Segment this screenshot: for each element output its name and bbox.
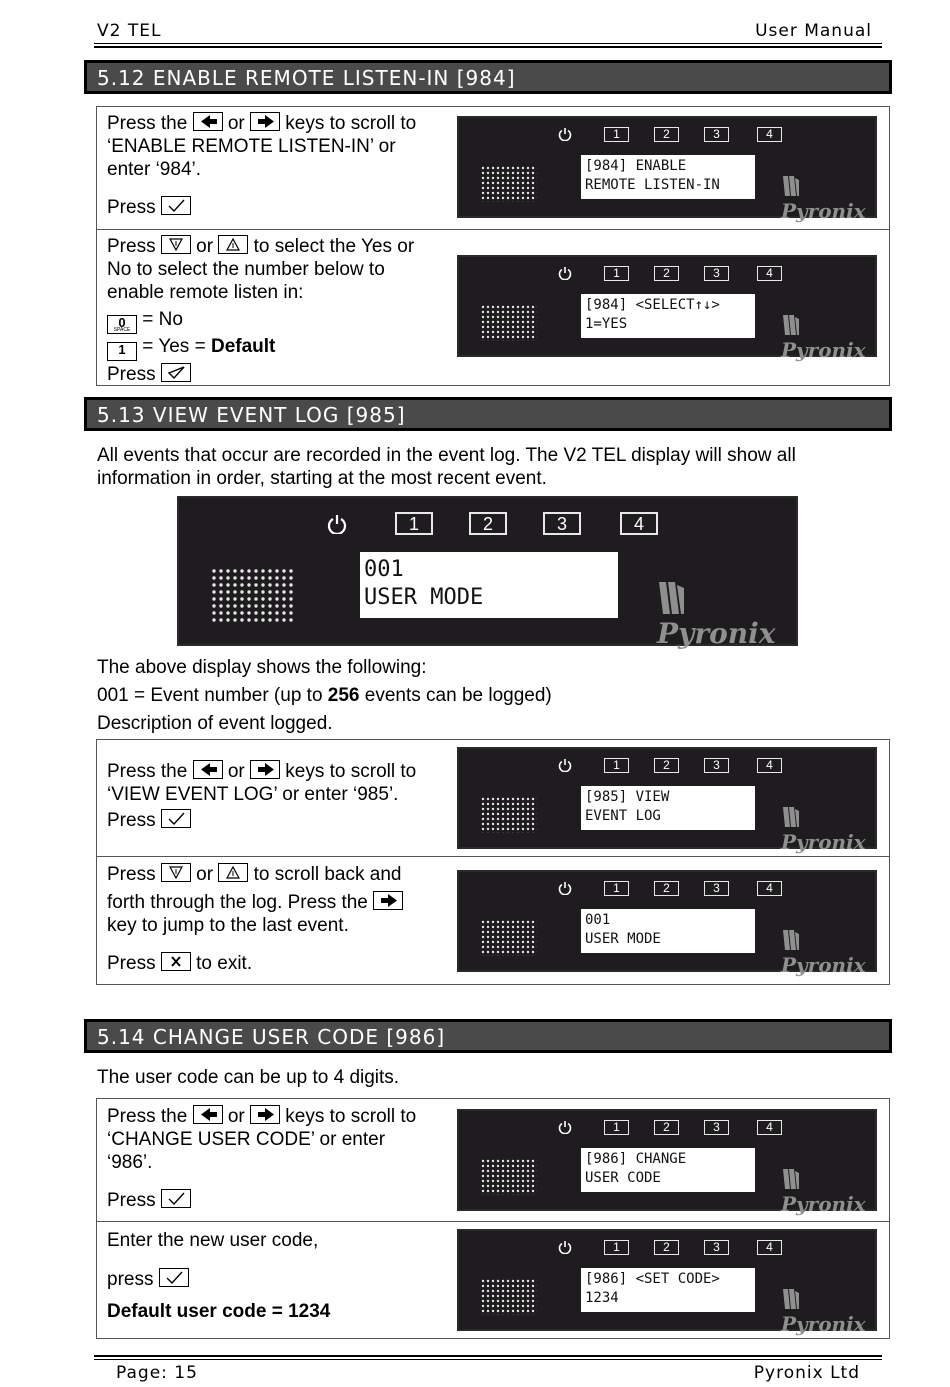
row-divider (97, 856, 889, 857)
power-icon (558, 1120, 572, 1134)
zone-2-indicator: 2 (654, 266, 679, 281)
pyronix-logo: Pyronix (657, 580, 796, 650)
down-arrow-key-icon (161, 235, 191, 254)
left-arrow-key-icon (193, 112, 223, 131)
pyronix-emblem-icon (781, 805, 801, 829)
description-text: 001 = Event number (up to 256 events can be logged) (97, 685, 552, 706)
zone-4-indicator: 4 (757, 1240, 782, 1255)
cancel-key-icon (161, 952, 191, 971)
instruction-line: key to jump to the last event. (107, 915, 349, 936)
speaker-grille-icon (211, 568, 295, 624)
left-arrow-key-icon (193, 760, 223, 779)
footer-rule-bottom (94, 1359, 882, 1360)
zone-3-indicator: 3 (704, 127, 729, 142)
description-text: The above display shows the following: (97, 657, 427, 678)
zone-2-indicator: 2 (469, 512, 507, 535)
instruction-line: Press the or keys to scroll to (107, 761, 417, 782)
tick-key-icon (161, 1189, 191, 1208)
header-title: V2 TEL (97, 21, 162, 41)
lcd-line-2: 1234 (585, 1290, 619, 1306)
lcd-line-2: USER CODE (585, 1170, 661, 1186)
press-instruction: Press to exit. (107, 953, 253, 974)
lcd-line-2: REMOTE LISTEN-IN (585, 177, 720, 193)
lcd-line-1: 001 (364, 557, 404, 582)
pyronix-logo: Pyronix (781, 1287, 875, 1336)
instruction-line: ‘ENABLE REMOTE LISTEN-IN’ or (107, 136, 396, 157)
zone-1-indicator: 1 (604, 1120, 629, 1135)
keypad-display-panel (457, 1109, 877, 1216)
pyronix-logo: Pyronix (781, 313, 875, 362)
keypad-display-panel (457, 116, 877, 223)
intro-text: All events that occur are recorded in the event log. The V2 TEL display will show all (97, 445, 796, 466)
keypad-display-panel (457, 870, 877, 977)
instruction-line: forth through the log. Press the (107, 891, 403, 914)
tick-key-icon (161, 809, 191, 828)
zone-3-indicator: 3 (704, 1120, 729, 1135)
power-icon (558, 1240, 572, 1254)
pyronix-logo: Pyronix (781, 174, 875, 223)
instruction-line: ‘VIEW EVENT LOG’ or enter ‘985’. (107, 784, 399, 805)
lcd-line-2: USER MODE (364, 585, 484, 610)
up-arrow-key-icon (218, 235, 248, 254)
zone-1-indicator: 1 (604, 266, 629, 281)
zone-4-indicator: 4 (757, 266, 782, 281)
lcd-screen (581, 155, 755, 199)
speaker-grille-icon (481, 305, 537, 341)
instruction-line: Press the or keys to scroll to (107, 1106, 417, 1127)
section-heading-5-12: 5.12 ENABLE REMOTE LISTEN-IN [984] (84, 60, 892, 94)
row-divider (97, 229, 889, 230)
option-no: 0 SPACE = No (107, 308, 183, 334)
lcd-screen (581, 909, 755, 953)
tick-key-icon (161, 196, 191, 215)
zone-1-indicator: 1 (395, 512, 433, 535)
zone-4-indicator: 4 (757, 881, 782, 896)
pyronix-emblem-icon (781, 928, 801, 952)
lcd-line-2: EVENT LOG (585, 808, 661, 824)
zone-4-indicator: 4 (757, 758, 782, 773)
lcd-line-1: [985] VIEW (585, 789, 670, 805)
intro-text: The user code can be up to 4 digits. (97, 1067, 400, 1088)
instruction-line: Press or to select the Yes or (107, 236, 415, 257)
lcd-line-1: [986] CHANGE (585, 1151, 687, 1167)
pyronix-logo: Pyronix (781, 805, 875, 854)
zone-4-indicator: 4 (757, 1120, 782, 1135)
header-rule-bottom (94, 46, 882, 48)
pyronix-emblem-icon (781, 1287, 801, 1311)
down-arrow-key-icon (161, 863, 191, 882)
lcd-screen (581, 786, 755, 830)
zone-4-indicator: 4 (757, 127, 782, 142)
keypad-display-panel (457, 747, 877, 854)
zone-3-indicator: 3 (704, 266, 729, 281)
lcd-screen (360, 552, 618, 618)
press-instruction: Press (107, 363, 191, 386)
section-heading-5-14: 5.14 CHANGE USER CODE [986] (84, 1019, 892, 1053)
default-code-note: Default user code = 1234 (107, 1301, 331, 1322)
keypad-display-panel-large (177, 496, 798, 650)
pyronix-emblem-icon (657, 580, 687, 616)
lcd-line-1: [986] <SET CODE> (585, 1271, 720, 1287)
header-manual-label: User Manual (755, 21, 872, 41)
right-arrow-key-icon (250, 112, 280, 131)
speaker-grille-icon (481, 920, 537, 956)
lcd-line-2: USER MODE (585, 931, 661, 947)
pyronix-emblem-icon (781, 174, 801, 198)
speaker-grille-icon (481, 166, 537, 202)
option-yes: 1 = Yes = Default (107, 335, 275, 361)
power-icon (558, 881, 572, 895)
lcd-line-2: 1=YES (585, 316, 628, 332)
zone-3-indicator: 3 (704, 1240, 729, 1255)
intro-text: information in order, starting at the most recent event. (97, 468, 547, 489)
press-instruction: press (107, 1268, 189, 1291)
page-number: Page: 15 (116, 1363, 198, 1383)
description-text: Description of event logged. (97, 713, 333, 734)
zone-3-indicator: 3 (704, 881, 729, 896)
section-heading-5-13: 5.13 VIEW EVENT LOG [985] (84, 397, 892, 431)
lcd-screen (581, 1268, 755, 1312)
instruction-line: enter ‘984’. (107, 159, 202, 180)
instruction-line: ‘CHANGE USER CODE’ or enter (107, 1129, 386, 1150)
instruction-line: No to select the number below to (107, 259, 385, 280)
lcd-line-1: [984] <SELECT↑↓> (585, 297, 720, 313)
zone-4-indicator: 4 (620, 512, 658, 535)
zone-2-indicator: 2 (654, 758, 679, 773)
zone-2-indicator: 2 (654, 127, 679, 142)
footer-rule-top (94, 1355, 882, 1357)
power-icon (558, 758, 572, 772)
lcd-screen (581, 294, 755, 338)
zone-2-indicator: 2 (654, 1120, 679, 1135)
speaker-grille-icon (481, 1279, 537, 1315)
right-arrow-key-icon (250, 1105, 280, 1124)
instruction-line: Press the or keys to scroll to (107, 113, 417, 134)
tick-key-icon (161, 363, 191, 382)
press-instruction: Press (107, 1189, 191, 1212)
power-icon (327, 514, 347, 534)
zone-2-indicator: 2 (654, 1240, 679, 1255)
speaker-grille-icon (481, 797, 537, 833)
zone-3-indicator: 3 (543, 512, 581, 535)
lcd-screen (581, 1148, 755, 1192)
right-arrow-key-icon (373, 891, 403, 910)
left-arrow-key-icon (193, 1105, 223, 1124)
right-arrow-key-icon (250, 760, 280, 779)
pyronix-emblem-icon (781, 1167, 801, 1191)
power-icon (558, 127, 572, 141)
header-rule-top (94, 43, 882, 44)
instruction-line: enable remote listen in: (107, 282, 304, 303)
zone-1-indicator: 1 (604, 127, 629, 142)
zone-2-indicator: 2 (654, 881, 679, 896)
instruction-line: ‘986’. (107, 1152, 153, 1173)
press-instruction: Press (107, 196, 191, 219)
zone-1-indicator: 1 (604, 758, 629, 773)
press-instruction: Press (107, 809, 191, 832)
lcd-line-1: 001 (585, 912, 611, 928)
up-arrow-key-icon (218, 863, 248, 882)
instruction-line: Enter the new user code, (107, 1230, 319, 1251)
keypad-display-panel (457, 255, 877, 362)
row-divider (97, 1221, 889, 1222)
keypad-display-panel (457, 1229, 877, 1336)
key-1-icon: 1 (107, 342, 137, 361)
footer-company: Pyronix Ltd (753, 1363, 860, 1383)
pyronix-logo: Pyronix (781, 1167, 875, 1216)
zone-1-indicator: 1 (604, 881, 629, 896)
speaker-grille-icon (481, 1159, 537, 1195)
tick-key-icon (159, 1268, 189, 1287)
key-0-icon: 0 SPACE (107, 315, 137, 334)
instruction-line: Press or to scroll back and (107, 864, 402, 885)
zone-1-indicator: 1 (604, 1240, 629, 1255)
lcd-line-1: [984] ENABLE (585, 158, 687, 174)
zone-3-indicator: 3 (704, 758, 729, 773)
power-icon (558, 266, 572, 280)
pyronix-logo: Pyronix (781, 928, 875, 977)
pyronix-emblem-icon (781, 313, 801, 337)
